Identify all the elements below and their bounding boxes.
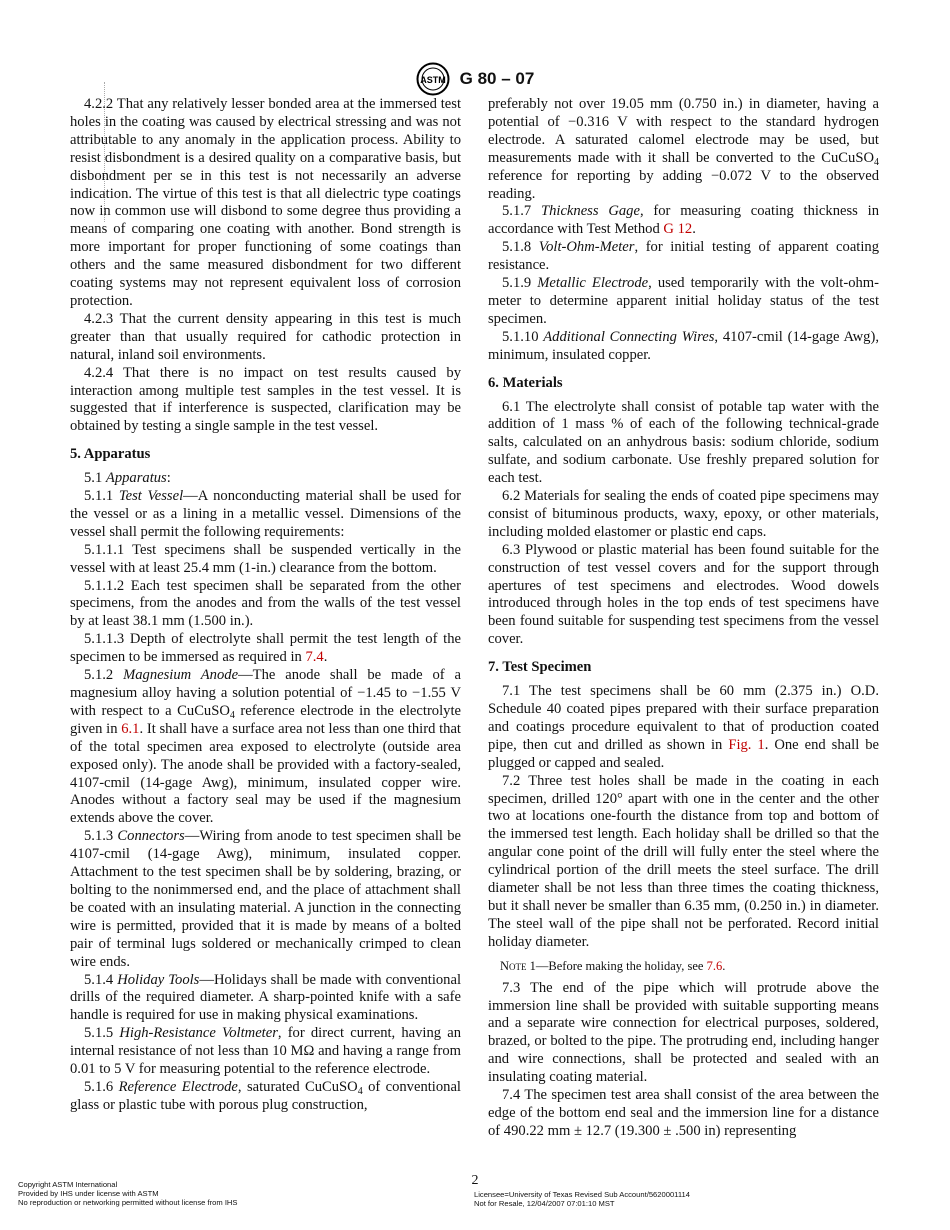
para-6-1: 6.1 The electrolyte shall consist of potable tap water with the addition of 1 mass % of each of the following technical-grade salts, calculated on an anhydrous basis: sodium chloride, sodium sulfate, and sodium carbonate. Use freshly prepared solution for each test. (488, 398, 879, 487)
para-5-1-7: 5.1.7 Thickness Gage, for measuring coating thickness in accordance with Test Method G 12. (488, 203, 879, 238)
para-5-1-1: 5.1.1 Test Vessel—A nonconducting material shall be used for the vessel or as a lining in a metallic vessel. Dimensions of the vessel shall permit the following requirements: (70, 488, 461, 540)
para-6-3: 6.3 Plywood or plastic material has been found suitable for the construction of test vessel covers and for the support through apertures of test specimens and electrodes. Wood dowels introduced through holes in the top ends of test specimens have been found suitable for suspending test specimens from the vessel cover. (488, 541, 879, 648)
link-7-6[interactable]: 7.6 (706, 958, 723, 973)
link-fig-1[interactable]: Fig. 1 (728, 736, 765, 753)
para-5-1-5: 5.1.5 High-Resistance Voltmeter, for direct current, having an internal resistance of not less than 10 MΩ and having a range from 0.01 to 5 V for measuring potential to the reference electrode. (70, 1025, 461, 1078)
heading-materials: 6. Materials (488, 374, 563, 391)
para-5-1-10: 5.1.10 Additional Connecting Wires, 4107-cmil (14-gage Awg), minimum, insulated copper. (488, 328, 879, 363)
para-4-2-3: 4.2.3 That the current density appearing in this test is much greater than that usually required for cathodic protection in natural, inland soil environments. (70, 310, 461, 363)
note-1: Note 1—Before making the holiday, see 7.6. (500, 958, 726, 973)
para-6-2: 6.2 Materials for sealing the ends of coated pipe specimens may consist of bituminous products, waxy, epoxy, or other materials, including molded elastomer or plastic end caps. (488, 488, 879, 540)
para-5-1-2: 5.1.2 Magnesium Anode—The anode shall be made of a magnesium alloy having a solution potential of −1.45 to −1.55 V with respect to a CuCuSO$_4$ reference electrode in the electrolyte given in 6.1. It shall have a surface area not less than one third that of the total specimen area exposed to electrolyte (outside area exposed only). The anode shall be provided with a factory-sealed, 4107-cmil (14-gage Awg), minimum, insulated copper wire. Anodes without a factory seal may be used if the magnesium extends above the cover. (70, 667, 462, 827)
para-7-4: 7.4 The specimen test area shall consist of the area between the edge of the bottom end seal and the immersion line for a distance of 490.22 mm ± 12.7 (19.300 ± .500 in) representing (488, 1087, 879, 1139)
astm-logo (416, 62, 450, 96)
footer-licensee: Licensee=University of Texas Revised Sub Account/5620001114 (474, 1190, 690, 1199)
para-5-1-8: 5.1.8 Volt-Ohm-Meter, for initial testing of apparent coating resistance. (488, 239, 879, 274)
document-id: G 80 – 07 (459, 69, 535, 88)
para-5-1-4: 5.1.4 Holiday Tools—Holidays shall be made with conventional drills of the required diameter. A sharp-pointed knife with a safe handle is required for use in making physical examinations. (70, 971, 461, 1024)
footer-copyright: Copyright ASTM International (18, 1180, 118, 1189)
para-7-3: 7.3 The end of the pipe which will protrude above the immersion line shall be provided with suitable supporting means and a separate wire connection for electrical purposes, soldered, brazed, or bolted to the pipe. The protruding end, including hanger and wire connections, shall be protected and sealed with an insulating coating material. (488, 979, 879, 1086)
heading-apparatus: 5. Apparatus (70, 446, 151, 463)
footer-no-reproduction: No reproduction or networking permitted without license from IHS (18, 1198, 238, 1207)
footer-not-for-resale: Not for Resale, 12/04/2007 07:01:10 MST (474, 1199, 615, 1208)
right-column (488, 96, 879, 1141)
page-number: 2 (471, 1173, 479, 1188)
para-5-1-6-cont: preferably not over 19.05 mm (0.750 in.) in diameter, having a potential of −0.316 V with respect to the standard hydrogen electrode. A saturated calomel electrode may be used, but measurements made with it shall be converted to the CuCuSO$_4$ reference for reporting by adding −0.072 V to the observed reading. (488, 96, 879, 202)
link-g12[interactable]: G 12 (663, 221, 693, 238)
para-5-1-3: 5.1.3 Connectors—Wiring from anode to test specimen shall be 4107-cmil (14-gage Awg), minimum, insulated copper. Attachment to the test specimen shall be by soldering, brazing, or bolting to the nonimmersed end, and the place of attachment shall be coated with an insulating material. A junction in the connecting wire is permitted, provided that it is made by means of a bolted pair of terminal lugs soldered or mechanically crimped to clean wire ends. (70, 828, 461, 970)
link-6-1[interactable]: 6.1 (121, 720, 140, 737)
link-7-4[interactable]: 7.4 (305, 649, 324, 666)
para-5-1: 5.1 Apparatus: (84, 470, 171, 487)
heading-test-specimen: 7. Test Specimen (488, 659, 592, 676)
para-7-1: 7.1 The test specimens shall be 60 mm (2.375 in.) O.D. Schedule 40 coated pipes prepared with their surface preparation and coatings procedure equivalent to that of production coated pipe, then cut and drilled as shown in Fig. 1. One end shall be plugged or capped and sealed. (488, 683, 879, 771)
svg-text:ASTM: ASTM (419, 75, 446, 85)
para-5-1-1-3: 5.1.1.3 Depth of electrolyte shall permit the test length of the specimen to be immersed as required in 7.4. (70, 631, 461, 666)
para-5-1-1-1: 5.1.1.1 Test specimens shall be suspended vertically in the vessel with at least 25.4 mm (1-in.) clearance from the bottom. (70, 541, 461, 576)
page-header (0, 62, 950, 96)
footer-left (18, 1180, 237, 1207)
footer-right (474, 1190, 690, 1208)
para-7-2: 7.2 Three test holes shall be made in the coating in each specimen, drilled 120° apart with one in the center and the other two at locations one-fourth the distance from top and bottom of the immersed test length. Each holiday shall be drilled so that the angular cone point of the drill will fully enter the steel where the cylindrical portion of the drill meets the steel surface. The drill diameter shall be not less than three times the coating thickness, but it shall never be smaller than 6.35 mm, (0.250 in.) in diameter. The steel wall of the pipe shall not be perforated. Record initial holiday diameter. (488, 772, 879, 950)
para-5-1-6: 5.1.6 Reference Electrode, saturated CuCuSO$_4$ of conventional glass or plastic tube with porous plug construction, (70, 1078, 461, 1113)
para-5-1-9: 5.1.9 Metallic Electrode, used temporarily with the volt-ohm-meter to determine apparent initial holiday status of the test specimen. (488, 275, 879, 327)
left-column (70, 96, 461, 1115)
para-4-2-2: 4.2.2 That any relatively lesser bonded area at the immersed test holes in the coating was caused by electrical stressing and was not attributable to any anomaly in the application process. Ability to resist disbondment is a desired quality on a comparative basis, but disbondment per se in this test is not necessarily an adverse indication. The virtue of this test is that all dielectric type coatings now in common use will disbond to some degree thus providing a means of comparing one coating with another. Bond strength is more important for proper functioning of some coatings than others and the same measured disbondment for two different coating systems may not represent equivalent loss of corrosion protection. (70, 96, 461, 309)
para-5-1-1-2: 5.1.1.2 Each test specimen shall be separated from the other specimens, from the anodes and from the walls of the test vessel by at least 38.1 mm (1.500 in.). (70, 577, 461, 630)
footer-provided: Provided by IHS under license with ASTM (18, 1189, 159, 1198)
para-4-2-4: 4.2.4 That there is no impact on test results caused by interaction among multiple test samples in the test vessel. It is suggested that if interference is suspected, clarification may be obtained by testing a single sample in the test vessel. (70, 364, 461, 435)
